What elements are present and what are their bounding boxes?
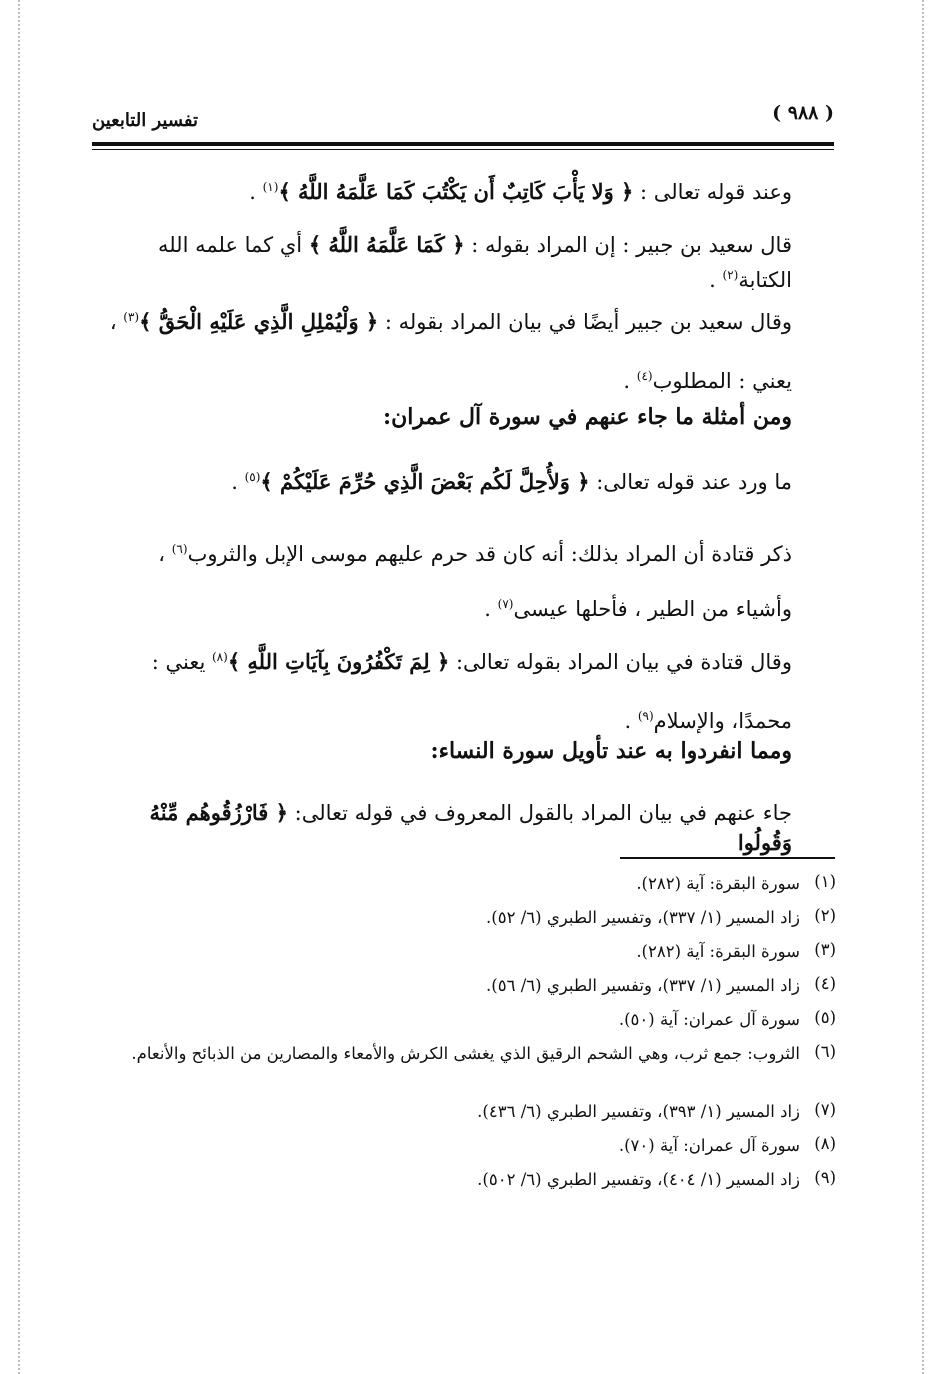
paragraph-6-gloss: يعني : محمدًا، والإسلام (151, 650, 792, 733)
footnote (100, 1134, 836, 1168)
paragraph-4-text: ما ورد عند قوله تعالى: (589, 470, 792, 494)
footnote (100, 940, 836, 974)
footnote-number: (٩) (814, 1168, 836, 1187)
scan-margin-dots-left (18, 0, 20, 1374)
paragraph-4-end: . (231, 470, 245, 494)
paragraph-5 (100, 524, 792, 634)
footnote-ref-2: (٢) (722, 268, 739, 282)
footnote (100, 1100, 836, 1134)
footnote-ref-7: (٧) (497, 597, 514, 611)
footnote-number: (٢) (814, 906, 836, 925)
scan-margin-dots-right (922, 0, 924, 1374)
header-rule-thick (92, 142, 834, 146)
quran-verse-5: ﴿ لِمَ تَكْفُرُونَ بِآيَاتِ اللَّهِ ﴾ (227, 649, 450, 674)
footnote-ref-9: (٩) (637, 709, 654, 723)
footnote-number: (٨) (814, 1134, 836, 1153)
paragraph-5-end: . (484, 597, 498, 621)
footnote-number: (٣) (814, 940, 836, 959)
footnote-text: زاد المسير (١/ ٣٣٧)، وتفسير الطبري (٦/ ٥٢). (486, 908, 800, 927)
footnote-number: (٧) (814, 1100, 836, 1119)
paragraph-7 (100, 798, 792, 858)
paragraph-2-text: قال سعيد بن جبير : إن المراد بقوله : (464, 233, 792, 257)
paragraph-5-continuation: ، وأشياء من الطير ، فأحلها عيسى (158, 542, 792, 621)
footnote (100, 906, 836, 940)
page-number: ( ٩٨٨ ) (772, 102, 834, 124)
section-heading-al-imran: ومن أمثلة ما جاء عنهم في سورة آل عمران: (383, 404, 792, 430)
quran-verse-2: ﴿ كَمَا عَلَّمَهُ اللَّهُ ﴾ (308, 232, 465, 257)
footnote-text: زاد المسير (١/ ٣٣٧)، وتفسير الطبري (٦/ ٥٦). (486, 976, 800, 995)
footnote (100, 1042, 836, 1100)
footnote-text: زاد المسير (١/ ٤٠٤)، وتفسير الطبري (٦/ ٥٠٢). (477, 1170, 800, 1189)
paragraph-3-text: وقال سعيد بن جبير أيضًا في بيان المراد بقوله : (378, 310, 792, 334)
footnote-number: (٤) (814, 974, 836, 993)
paragraph-2 (100, 230, 792, 295)
paragraph-6-text: وقال قتادة في بيان المراد بقوله تعالى: (449, 650, 792, 674)
footnote-ref-1: (١) (262, 180, 279, 194)
header-rule-thin (92, 149, 834, 150)
paragraph-5-text: ذكر قتادة أن المراد بذلك: أنه كان قد حرم عليهم موسى الإبل والثروب (187, 542, 792, 566)
footnote-separator (620, 857, 835, 859)
footnote (100, 974, 836, 1008)
page-header (92, 100, 834, 148)
footnote-number: (١) (814, 872, 836, 891)
paragraph-1 (100, 172, 792, 207)
quran-verse-4: ﴿ وَلأُحِلَّ لَكُم بَعْضَ الَّذِي حُرِّمَ عَلَيْكُمْ ﴾ (260, 469, 590, 494)
paragraph-3 (100, 290, 792, 408)
paragraph-3-end: . (623, 369, 637, 393)
footnote-text: سورة آل عمران: آية (٧٠). (618, 1136, 800, 1155)
footnote-ref-3: (٣) (123, 310, 140, 324)
paragraph-3-gloss: ، يعني : المطلوب (109, 310, 792, 393)
footnote-number: (٥) (814, 1008, 836, 1027)
paragraph-2-end: . (709, 268, 723, 292)
paragraph-7-text: جاء عنهم في بيان المراد بالقول المعروف في قوله تعالى: (287, 801, 792, 825)
footnote (100, 1168, 836, 1202)
footnote-ref-5: (٥) (244, 470, 261, 484)
footnote-number: (٦) (814, 1042, 836, 1061)
footnote (100, 872, 836, 906)
quran-verse-6: ﴿ فَارْزُقُوهُم مِّنْهُ وَقُولُوا (149, 800, 792, 855)
footnote-text: سورة آل عمران: آية (٥٠). (618, 1010, 800, 1029)
footnote-text: الثروب: جمع ثرب، وهي الشحم الرقيق الذي يغشى الكرش والأمعاء والمصارين من الذبائح والأنعام. (131, 1044, 800, 1063)
paragraph-1-text: وعند قوله تعالى : (633, 180, 792, 204)
paragraph-6-end: . (624, 709, 638, 733)
paragraph-1-end: . (249, 180, 263, 204)
running-title: تفسير التابعين (92, 110, 199, 131)
section-heading-an-nisa: ومما انفردوا به عند تأويل سورة النساء: (430, 738, 792, 764)
quran-verse-1: ﴿ وَلا يَأْبَ كَاتِبٌ أَن يَكْتُبَ كَمَا عَلَّمَهُ اللَّهُ ﴾ (278, 179, 634, 204)
footnote-ref-8: (٨) (211, 650, 228, 664)
footnote (100, 1008, 836, 1042)
footnote-text: سورة البقرة: آية (٢٨٢). (636, 942, 800, 961)
paragraph-4 (100, 462, 792, 497)
footnotes (100, 872, 836, 1202)
footnote-ref-4: (٤) (636, 369, 653, 383)
footnote-text: زاد المسير (١/ ٣٩٣)، وتفسير الطبري (٦/ ٤٣٦). (477, 1102, 800, 1121)
footnote-text: سورة البقرة: آية (٢٨٢). (636, 874, 800, 893)
paragraph-2-gloss: أي كما علمه الله الكتابة (157, 233, 792, 292)
quran-verse-3: ﴿ وَلْيُمْلِلِ الَّذِي عَلَيْهِ الْحَقُّ ﴾ (139, 309, 379, 334)
footnote-ref-6: (٦) (171, 542, 188, 556)
paragraph-6 (100, 630, 792, 748)
